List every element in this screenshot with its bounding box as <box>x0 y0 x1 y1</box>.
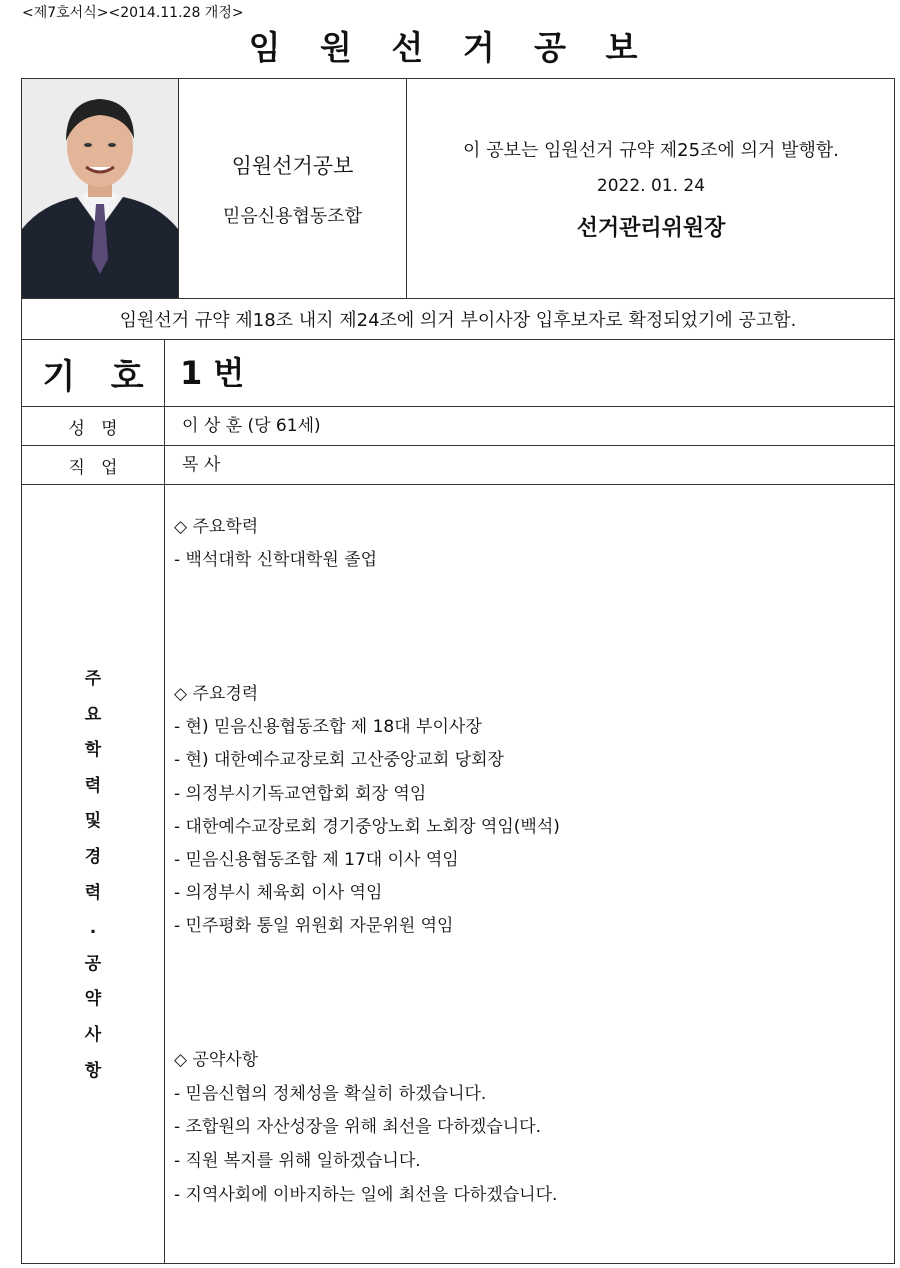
announcement: 임원선거 규약 제18조 내지 제24조에 의거 부이사장 입후보자로 확정되었기에 공고함. <box>119 310 797 331</box>
education-item: - 백석대학 신학대학원 졸업 <box>174 550 377 570</box>
issuer-title: 선거관리위원장 <box>576 216 726 241</box>
side-label-char: 요 <box>84 704 102 725</box>
pledge-item: - 믿음신협의 정체성을 확실히 하겠습니다. <box>174 1084 487 1104</box>
education-heading: ◇ 주요학력 <box>174 517 259 537</box>
side-label-char: 력 <box>84 882 102 903</box>
pledges-heading: ◇ 공약사항 <box>174 1050 259 1070</box>
side-label-char: 공 <box>84 953 102 974</box>
career-item: - 의정부시 체육회 이사 역임 <box>174 883 383 903</box>
side-label-char: . <box>89 918 97 939</box>
career-item: - 현) 대한예수교장로회 고산중앙교회 당회장 <box>174 750 504 770</box>
side-label <box>22 662 164 1089</box>
side-label-char: 주 <box>84 669 102 689</box>
career-item: - 의정부시기독교연합회 회장 역임 <box>174 784 427 804</box>
name-label: 성 명 <box>68 418 118 439</box>
side-label-char: 약 <box>84 989 102 1010</box>
pledge-item: - 지역사회에 이바지하는 일에 최선을 다하겠습니다. <box>174 1185 558 1205</box>
candidate-job: 목 사 <box>182 455 221 475</box>
career-item: - 민주평화 통일 위원회 자문위원 역임 <box>174 916 454 936</box>
organization-name: 믿음신용협동조합 <box>222 205 363 227</box>
issue-date: 2022. 01. 24 <box>596 176 706 196</box>
number-label: 기 호 <box>42 356 144 397</box>
publication-block <box>179 79 406 298</box>
career-item: - 믿음신용협동조합 제 17대 이사 역임 <box>174 850 459 870</box>
page-title: 임 원 선 거 공 보 <box>248 28 652 67</box>
side-label-char: 경 <box>84 846 102 867</box>
publication-name: 임원선거공보 <box>231 153 354 178</box>
pledge-item: - 직원 복지를 위해 일하겠습니다. <box>174 1151 421 1171</box>
person-photo-icon <box>22 79 178 298</box>
pledge-item: - 조합원의 자산성장을 위해 최선을 다하겠습니다. <box>174 1117 541 1137</box>
issuer-block <box>407 79 895 298</box>
candidate-number: 1 번 <box>180 354 245 392</box>
candidate-name: 이 상 훈 (당 61세) <box>182 416 321 436</box>
candidate-photo <box>22 79 178 298</box>
career-item: - 대한예수교장로회 경기중앙노회 노회장 역임(백석) <box>174 817 560 837</box>
notice-text: 이 공보는 임원선거 규약 제25조에 의거 발행함. <box>463 140 839 161</box>
career-item: - 현) 믿음신용협동조합 제 18대 부이사장 <box>174 717 482 737</box>
side-label-char: 항 <box>84 1060 102 1081</box>
side-label-char: 학 <box>84 740 102 761</box>
side-label-char: 력 <box>84 775 102 796</box>
job-label: 직 업 <box>68 457 118 478</box>
career-heading: ◇ 주요경력 <box>174 684 259 704</box>
form-code: <제7호서식><2014.11.28 개정> <box>22 5 244 21</box>
side-label-char: 및 <box>84 811 102 832</box>
side-label-char: 사 <box>84 1024 102 1045</box>
